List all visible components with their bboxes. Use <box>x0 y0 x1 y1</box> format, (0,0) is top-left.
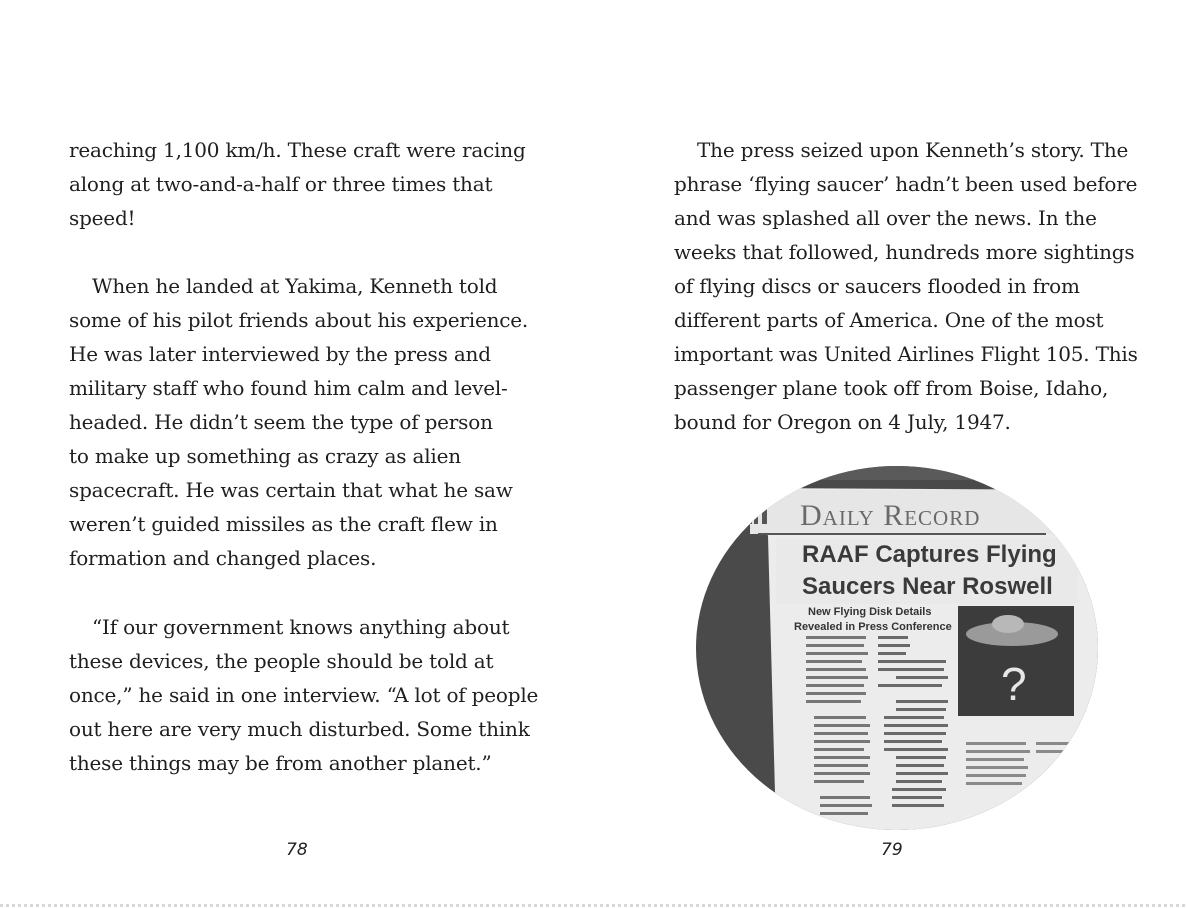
question-mark-icon: ? <box>1001 658 1027 710</box>
newspaper-illustration <box>696 466 1098 830</box>
text-line: different parts of America. One of the most <box>674 308 1104 332</box>
text-line: these things may be from another planet.” <box>69 751 492 775</box>
text-line: once,” he said in one interview. “A lot of people <box>69 683 539 707</box>
masthead: Daily Record <box>800 499 981 532</box>
text-line: spacecraft. He was certain that what he saw <box>69 478 513 502</box>
text-line: of flying discs or saucers flooded in from <box>674 274 1080 298</box>
text-line: “If our government knows anything about <box>92 615 510 639</box>
subhead-line: New Flying Disk Details <box>808 606 932 618</box>
text-line: phrase ‘flying saucer’ hadn’t been used before <box>674 172 1138 196</box>
page-bottom-edge <box>0 904 1187 907</box>
subhead-line: Revealed in Press Conference <box>794 621 952 633</box>
text-line: some of his pilot friends about his experience. <box>69 308 529 332</box>
paragraph <box>69 269 528 575</box>
text-line: to make up something as crazy as alien <box>69 444 461 468</box>
text-line: He was later interviewed by the press and <box>69 342 491 366</box>
text-line: out here are very much disturbed. Some think <box>69 717 530 741</box>
page-number: 79 <box>881 840 903 860</box>
newspaper-image <box>696 466 1098 830</box>
text-line: important was United Airlines Flight 105. This <box>674 342 1138 366</box>
headline-line: Saucers Near Roswell <box>802 573 1053 600</box>
paragraph <box>674 133 1138 439</box>
text-line: these devices, the people should be told at <box>69 649 494 673</box>
text-line: along at two-and-a-half or three times that <box>69 172 493 196</box>
text-line: headed. He didn’t seem the type of person <box>69 410 493 434</box>
headline-line: RAAF Captures Flying <box>802 541 1057 568</box>
text-line: weeks that followed, hundreds more sightings <box>674 240 1135 264</box>
paragraph <box>69 610 538 780</box>
text-line: reaching 1,100 km/h. These craft were racing <box>69 138 526 162</box>
text-line: military staff who found him calm and level- <box>69 376 508 400</box>
text-line: formation and changed places. <box>69 546 377 570</box>
text-line: speed! <box>69 206 136 230</box>
text-line: When he landed at Yakima, Kenneth told <box>92 274 498 298</box>
text-line: and was splashed all over the news. In the <box>674 206 1097 230</box>
text-line: passenger plane took off from Boise, Idaho, <box>674 376 1109 400</box>
text-line: weren’t guided missiles as the craft flew in <box>69 512 498 536</box>
paragraph <box>69 133 526 235</box>
text-line: bound for Oregon on 4 July, 1947. <box>674 410 1011 434</box>
page-number: 78 <box>286 840 308 860</box>
left-page <box>0 0 593 908</box>
text-line: The press seized upon Kenneth’s story. The <box>697 138 1129 162</box>
